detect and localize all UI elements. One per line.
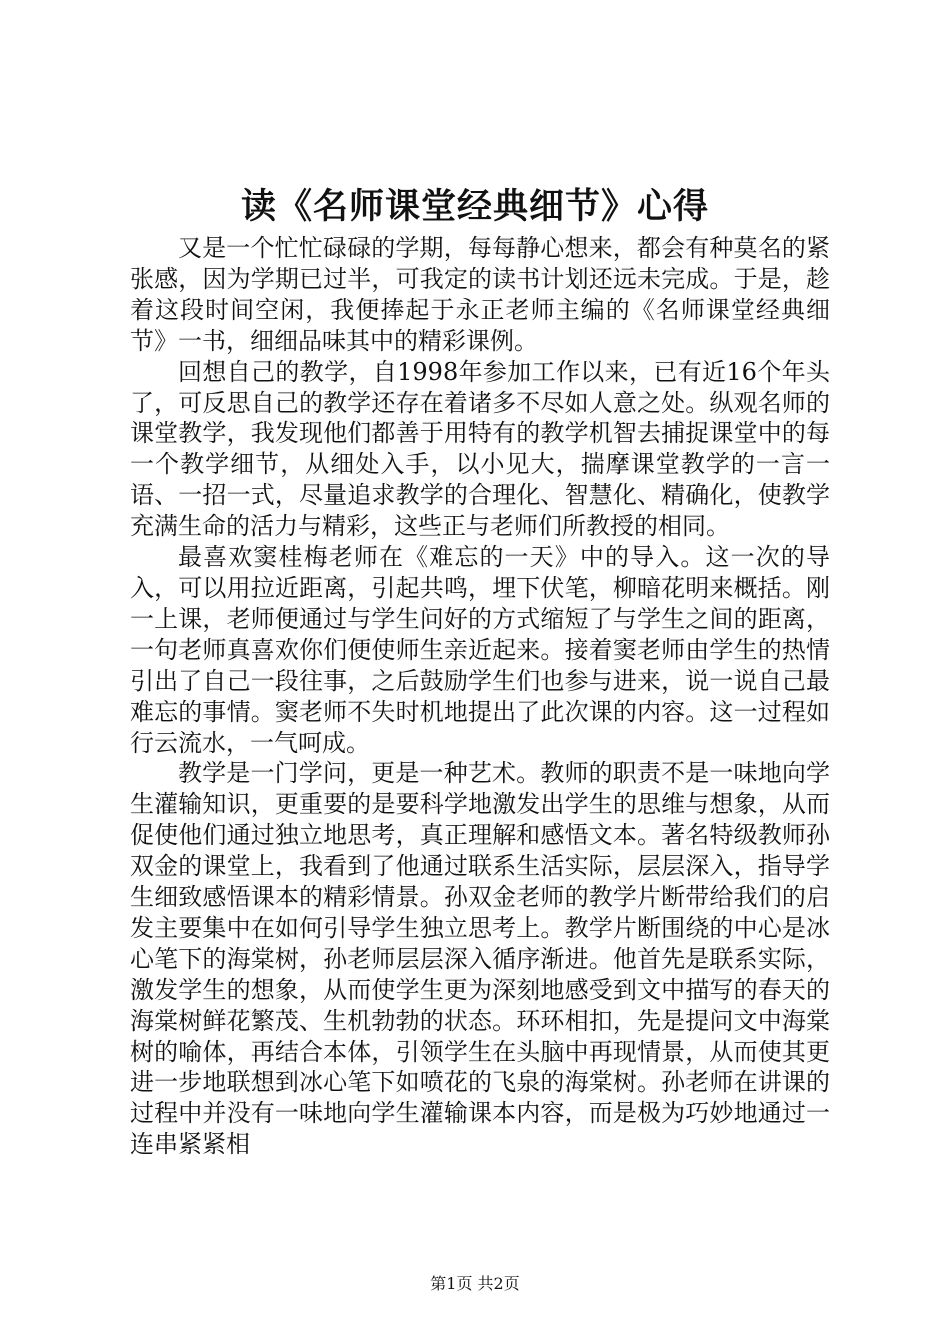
paragraph-4: 教学是一门学问，更是一种艺术。教师的职责不是一味地向学生灌输知识，更重要的是要科学地激发出学生的思维与想象，从而促使他们通过独立地思考，真正理解和感悟文本。著名特级教师孙双金的课堂上，我看到了他通过联系生活实际，层层深入，指导学生细致感悟课本的精彩情景。孙双金老师的教学片断带给我们的启发主要集中在如何引导学生独立思考上。教学片断围绕的中心是冰心笔下的海棠树，孙老师层层深入循序渐进。他首先是联系实际，激发学生的想象，从而使学生更为深刻地感受到文中描写的春天的海棠树鲜花繁茂、生机勃勃的状态。环环相扣，先是提问文中海棠树的喻体，再结合本体，引领学生在头脑中再现情景，从而使其更进一步地联想到冰心笔下如喷花的飞泉的海棠树。孙老师在讲课的过程中并没有一味地向学生灌输课本内容，而是极为巧妙地通过一连串紧紧相 xyxy=(130,759,830,1159)
document-title: 读《名师课堂经典细节》心得 xyxy=(240,186,709,227)
paragraph-3: 最喜欢窦桂梅老师在《难忘的一天》中的导入。这一次的导入，可以用拉近距离，引起共鸣，埋下伏笔，柳暗花明来概括。刚一上课，老师便通过与学生问好的方式缩短了与学生之间的距离，一句老师真喜欢你们便使师生亲近起来。接着窦老师由学生的热情引出了自己一段往事，之后鼓励学生们也参与进来，说一说自己最难忘的事情。窦老师不失时机地提出了此次课的内容。这一过程如行云流水，一气呵成。 xyxy=(130,543,830,757)
paragraph-2: 回想自己的教学，自1998年参加工作以来，已有近16个年头了，可反思自己的教学还存在着诸多不尽如人意之处。纵观名师的课堂教学，我发现他们都善于用特有的教学机智去捕捉课堂中的每一个教学细节，从细处入手，以小见大，揣摩课堂教学的一言一语、一招一式，尽量追求教学的合理化、智慧化、精确化，使教学充满生命的活力与精彩，这些正与老师们所教授的相同。 xyxy=(130,357,830,541)
document-body xyxy=(130,233,830,1160)
paragraph-1: 又是一个忙忙碌碌的学期，每每静心想来，都会有种莫名的紧张感，因为学期已过半，可我定的读书计划还远未完成。于是，趁着这段时间空闲，我便捧起于永正老师主编的《名师课堂经典细节》一书，细细品味其中的精彩课例。 xyxy=(130,234,830,355)
page-footer: 第1页 共2页 xyxy=(430,1274,520,1293)
